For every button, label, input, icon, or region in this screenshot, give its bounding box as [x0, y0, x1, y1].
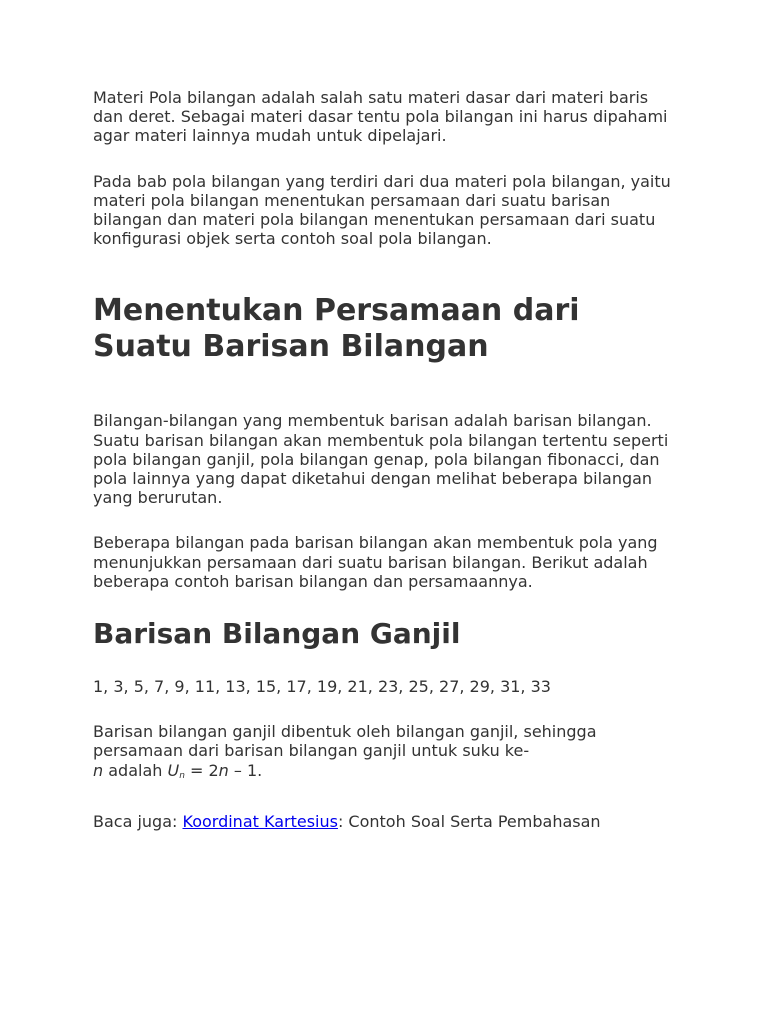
formula-equals-text: = 2 — [184, 760, 219, 780]
formula-adalah-text: adalah — [103, 760, 168, 780]
formula-u-symbol: U — [167, 760, 180, 780]
formula-lead-text: Barisan bilangan ganjil dibentuk oleh bilangan ganjil, sehingga persamaan dari barisan bilangan ganjil untuk suku ke- — [93, 722, 597, 761]
paragraph-barisan-bilangan: Bilangan-bilangan yang membentuk barisan adalah barisan bilangan. Suatu barisan bilangan akan membentuk pola bilangan tertentu seperti pola bilangan ganjil, pola bilangan genap, pola bilangan fibonacci, dan pola lainnya yang dapat diketahui dengan melihat beberapa bilangan yang berurutan. — [93, 411, 669, 508]
paragraph-ganjil-formula — [93, 722, 683, 786]
formula-u-subscript: n — [179, 770, 185, 781]
section-heading-persamaan: Menentukan Persamaan dari Suatu Barisan Bilangan — [93, 293, 580, 365]
intro-paragraph-2: Pada bab pola bilangan yang terdiri dari dua materi pola bilangan, yaitu materi pola bilangan menentukan persamaan dari suatu barisan bilangan dan materi pola bilangan menentukan persamaan dari suatu konfigurasi objek serta contoh soal pola bilangan. — [93, 171, 671, 249]
article-body — [93, 88, 683, 831]
formula-tail-text: – 1. — [228, 760, 263, 780]
baca-juga-prefix: Baca juga: — [93, 811, 183, 831]
intro-paragraph-1: Materi Pola bilangan adalah salah satu materi dasar dari materi baris dan deret. Sebagai materi dasar tentu pola bilangan ini harus dipahami agar materi lainnya mudah untuk dipelajari. — [93, 88, 668, 146]
koordinat-kartesius-link[interactable]: Koordinat Kartesius — [182, 811, 338, 831]
baca-juga-line — [93, 812, 683, 831]
odd-number-sequence: 1, 3, 5, 7, 9, 11, 13, 15, 17, 19, 21, 23, 25, 27, 29, 31, 33 — [93, 677, 551, 697]
formula-variable-n: n — [93, 760, 104, 780]
baca-juga-suffix: : Contoh Soal Serta Pembahasan — [337, 811, 601, 831]
formula-variable-n-2: n — [218, 760, 229, 780]
section-heading-ganjil: Barisan Bilangan Ganjil — [93, 617, 461, 651]
paragraph-beberapa-bilangan: Beberapa bilangan pada barisan bilangan akan membentuk pola yang menunjukkan persamaan dari suatu barisan bilangan. Berikut adalah beberapa contoh barisan bilangan dan persamaannya. — [93, 533, 658, 591]
